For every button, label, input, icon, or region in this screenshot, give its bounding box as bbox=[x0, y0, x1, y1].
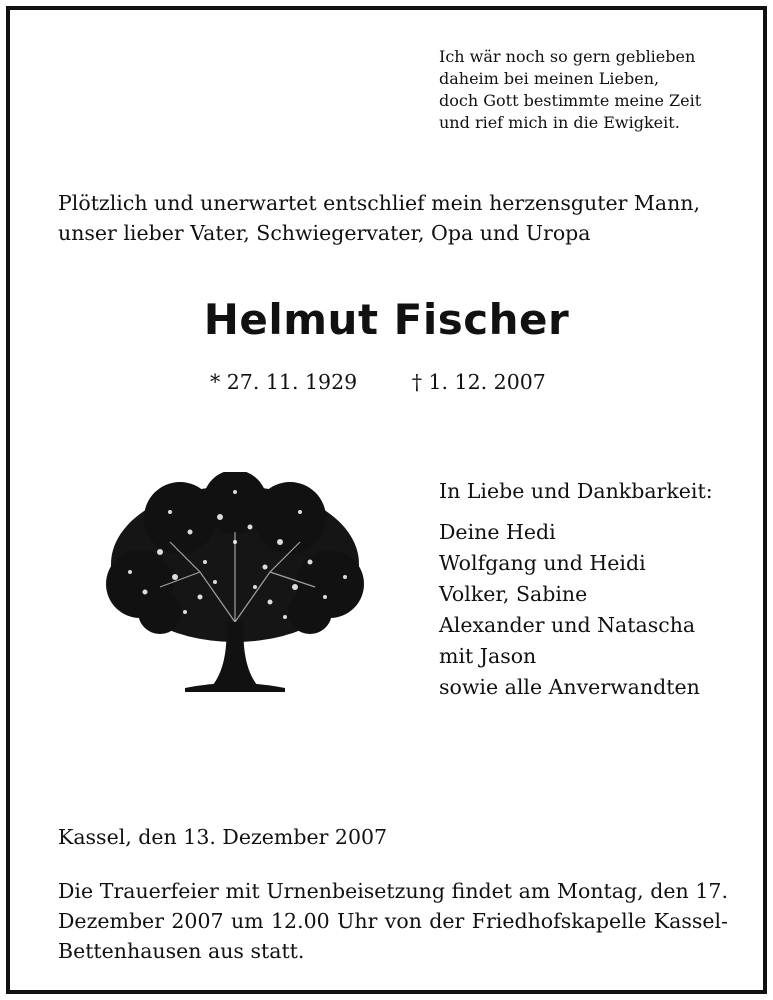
family-heading: In Liebe und Dankbarkeit: bbox=[439, 479, 713, 503]
obituary-notice bbox=[6, 6, 767, 994]
intro-line: Plötzlich und unerwartet entschlief mein herzensguter Mann, bbox=[58, 191, 701, 215]
family-member: Volker, Sabine bbox=[439, 582, 588, 606]
death-date: † 1. 12. 2007 bbox=[411, 370, 546, 394]
place-date: Kassel, den 13. Dezember 2007 bbox=[58, 825, 388, 849]
life-dates bbox=[210, 368, 630, 396]
family-member: mit Jason bbox=[439, 644, 537, 668]
family-member: Alexander und Natascha bbox=[439, 613, 696, 637]
birth-date: * 27. 11. 1929 bbox=[210, 370, 358, 394]
deceased-name: Helmut Fischer bbox=[203, 295, 570, 344]
poem-line: Ich wär noch so gern geblieben bbox=[439, 47, 696, 66]
intro-line: unser lieber Vater, Schwiegervater, Opa und Uropa bbox=[58, 221, 591, 245]
family-member: Wolfgang und Heidi bbox=[439, 551, 646, 575]
intro-text bbox=[58, 188, 748, 248]
tree-icon bbox=[100, 472, 370, 702]
poem-line: daheim bei meinen Lieben, bbox=[439, 69, 660, 88]
family-section bbox=[439, 476, 759, 703]
family-member: sowie alle Anverwandten bbox=[439, 675, 700, 699]
poem-verse bbox=[439, 46, 759, 134]
family-member: Deine Hedi bbox=[439, 520, 556, 544]
ceremony-info: Die Trauerfeier mit Urnenbeisetzung findet am Montag, den 17. Dezember 2007 um 12.00 Uhr von der Friedhofskapelle Kassel-Bettenhausen aus statt. bbox=[58, 879, 728, 963]
poem-line: doch Gott bestimmte meine Zeit bbox=[439, 91, 702, 110]
poem-line: und rief mich in die Ewigkeit. bbox=[439, 113, 680, 132]
